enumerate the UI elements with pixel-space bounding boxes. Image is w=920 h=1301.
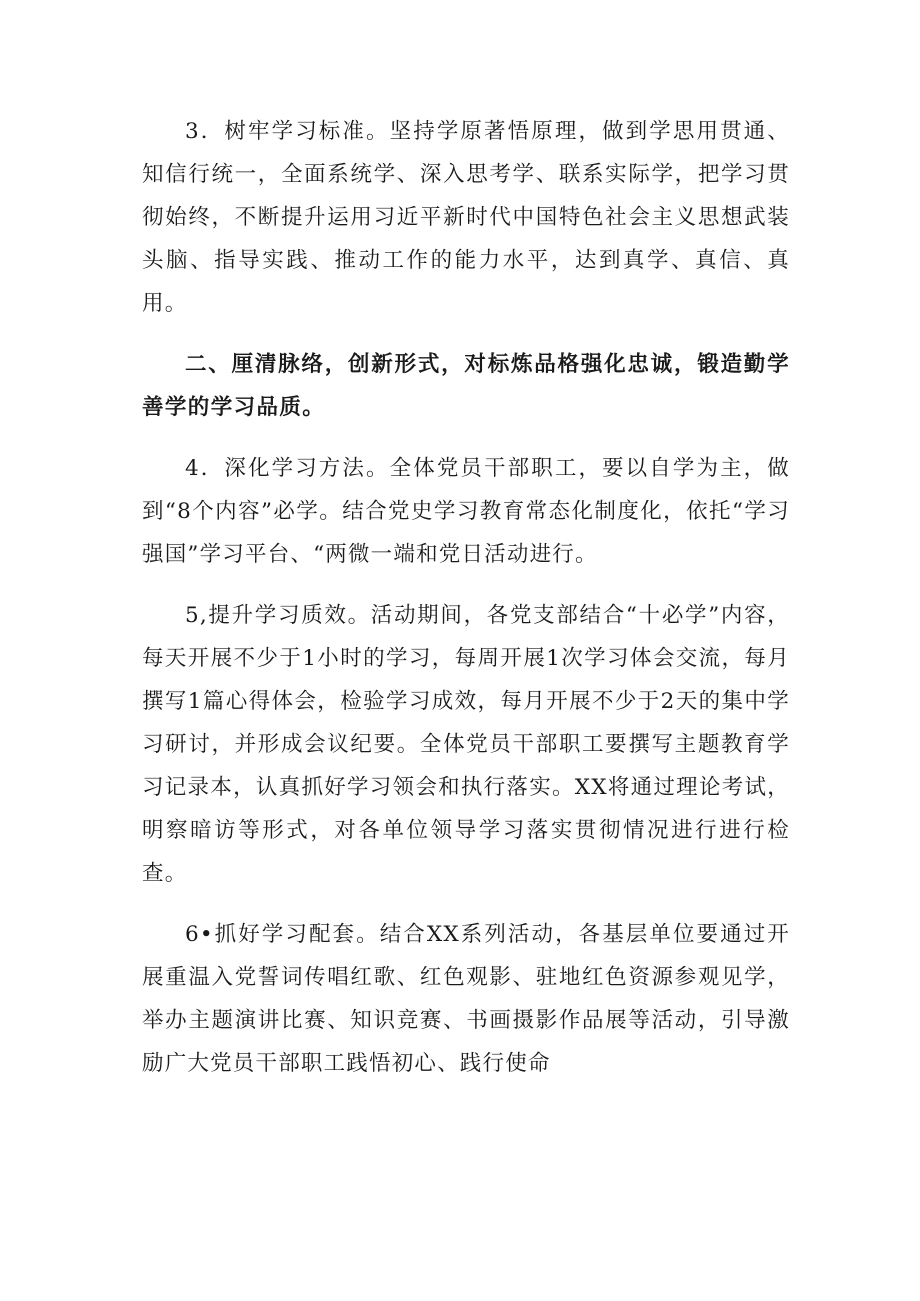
paragraph-3-study-standards: 3．树牢学习标准。坚持学原著悟原理，做到学思用贯通、知信行统一，全面系统学、深入思考学、联系实际学，把学习贯彻始终，不断提升运用习近平新时代中国特色社会主义思想武装头脑、指导实践、推动工作的能力水平，达到真学、真信、真用。: [142, 119, 790, 316]
paragraph-5-study-quality: 5,提升学习质效。活动期间，各党支部结合“十必学”内容，每天开展不少于1小时的学习，每周开展1次学习体会交流，每月撰写1篇心得体会，检验学习成效，每月开展不少于2天的集中学习研讨，并形成会议纪要。全体党员干部职工要撰写主题教育学习记录本，认真抓好学习领会和执行落实。XX将通过理论考试，明察暗访等形式，对各单位领导学习落实贯彻情况进行进行检查。: [142, 603, 790, 886]
paragraph-6-supporting-activities: 6•抓好学习配套。结合XX系列活动，各基层单位要通过开展重温入党誓词传唱红歌、红色观影、驻地红色资源参观见学，举办主题演讲比赛、知识竞赛、书画摄影作品展等活动，引导激励广大党员干部职工践悟初心、践行使命: [142, 922, 790, 1076]
paragraph-4-study-methods: 4．深化学习方法。全体党员干部职工，要以自学为主，做到“8个内容”必学。结合党史学习教育常态化制度化，依托“学习强国”学习平台、“两微一端和党日活动进行。: [142, 456, 790, 567]
section-heading-2: 二、厘清脉络，创新形式，对标炼品格强化忠诚，锻造勤学善学的学习品质。: [142, 352, 790, 420]
